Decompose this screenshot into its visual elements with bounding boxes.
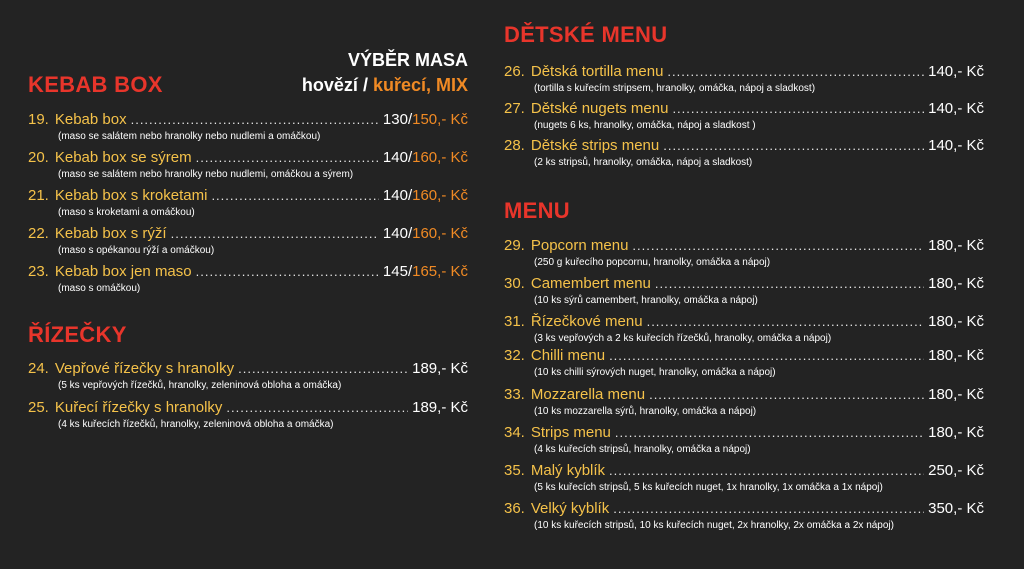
item-number: 21. [28, 187, 49, 204]
item-name: Dětská tortilla menu [530, 63, 664, 80]
dot-leader [667, 62, 924, 82]
menu-item [504, 385, 984, 419]
menu-item [504, 236, 984, 270]
item-description: (3 ks vepřových a 2 ks kuřecích řízečků, hranolky, omáčka a nápoj) [534, 333, 832, 344]
item-price-chicken: 160,- Kč [412, 187, 468, 204]
item-price-chicken: 160,- Kč [412, 149, 468, 166]
item-price: 180,- Kč [928, 347, 984, 364]
item-price: 140,- Kč [928, 137, 984, 154]
item-price-chicken: 150,- Kč [412, 111, 468, 128]
dot-leader [655, 274, 924, 294]
meat-option-chicken-mix: kuřecí, MIX [372, 75, 468, 95]
menu-item [504, 461, 984, 495]
menu-item [504, 312, 984, 346]
item-description: (maso s opékanou rýží a omáčkou) [58, 245, 215, 256]
item-description: (5 ks kuřecích stripsů, 5 ks kuřecích nuget, 1x hranolky, 1x omáčka a 1x nápoj) [534, 482, 883, 493]
item-description: (4 ks kuřecích řízečků, hranolky, zeleninová obloha a omáčka) [58, 419, 334, 430]
menu-item: 23. Kebab box jen maso ..... 145 / 165,- Kč (maso s omáčkou) [28, 262, 468, 296]
item-name: Kebab box jen maso [54, 263, 192, 280]
item-number: 28. [504, 137, 525, 154]
dot-leader [171, 224, 379, 244]
item-price-beef: 130 [382, 111, 408, 128]
right-column [504, 0, 984, 569]
left-column [28, 0, 468, 569]
item-description: (2 ks stripsů, hranolky, omáčka, nápoj a sladkost) [534, 157, 753, 168]
meat-option-slash: / [357, 75, 373, 95]
item-description: (10 ks chilli sýrových nuget, hranolky, omáčka a nápoj) [534, 367, 776, 378]
item-number: 27. [504, 100, 525, 117]
item-name: Chilli menu [530, 347, 606, 364]
item-description: (10 ks mozzarella sýrů, hranolky, omáčka a nápoj) [534, 406, 757, 417]
item-description: (maso s kroketami a omáčkou) [58, 207, 195, 218]
dot-leader [632, 236, 924, 256]
dot-leader [196, 148, 379, 168]
menu-item: 21. Kebab box s kroketami ..... 140 / 160,- Kč (maso s kroketami a omáčkou) [28, 186, 468, 220]
meat-choice-header [302, 48, 468, 98]
meat-choice-title: VÝBĚR MASA [347, 50, 468, 70]
item-name: Dětské nugets menu [530, 100, 669, 117]
item-price-beef: 140 [382, 149, 408, 166]
item-price: 180,- Kč [928, 237, 984, 254]
menu-item: 19. Kebab box ..... 130 / 150,- Kč (maso se salátem nebo hranolky nebo nudlemi a omáčkou) [28, 110, 468, 144]
item-number: 34. [504, 424, 525, 441]
dot-leader [613, 499, 924, 519]
item-price-beef: 140 [382, 225, 408, 242]
item-price: 250,- Kč [928, 462, 984, 479]
item-name: Kebab box [54, 111, 127, 128]
dot-leader [615, 423, 924, 443]
item-name: Kebab box s rýží [54, 225, 167, 242]
item-number: 33. [504, 386, 525, 403]
item-name: Malý kyblík [530, 462, 606, 479]
item-name: Kebab box s kroketami [54, 187, 208, 204]
item-price-beef: 140 [382, 187, 408, 204]
item-name: Camembert menu [530, 275, 651, 292]
item-price-chicken: 165,- Kč [412, 263, 468, 280]
item-description: (maso se salátem nebo hranolky nebo nudlemi, omáčkou a sýrem) [58, 169, 354, 180]
kids-menu-title: DĚTSKÉ MENU [504, 22, 668, 47]
menu-item [504, 499, 984, 533]
item-number: 22. [28, 225, 49, 242]
item-price: 140,- Kč [928, 100, 984, 117]
item-price: 180,- Kč [928, 424, 984, 441]
item-number: 26. [504, 63, 525, 80]
item-price: 140,- Kč [928, 63, 984, 80]
item-price: 350,- Kč [928, 500, 984, 517]
item-name: Mozzarella menu [530, 386, 646, 403]
item-number: 23. [28, 263, 49, 280]
menu-item [504, 62, 984, 96]
menu-item: 20. Kebab box se sýrem ..... 140 / 160,- Kč (maso se salátem nebo hranolky nebo nudlemi, omáčkou a sýrem) [28, 148, 468, 182]
kebab-box-title: KEBAB BOX [28, 72, 163, 97]
item-number: 19. [28, 111, 49, 128]
item-price: 180,- Kč [928, 386, 984, 403]
dot-leader [672, 99, 924, 119]
item-description: (5 ks vepřových řízečků, hranolky, zeleninová obloha a omáčka) [58, 380, 342, 391]
item-price-beef: 145 [382, 263, 408, 280]
item-description: (maso s omáčkou) [58, 283, 141, 294]
item-description: (tortilla s kuřecím stripsem, hranolky, omáčka, nápoj a sladkost) [534, 83, 816, 94]
item-price: 180,- Kč [928, 313, 984, 330]
menu-title: MENU [504, 198, 570, 223]
item-description: (250 g kuřecího popcornu, hranolky, omáčka a nápoj) [534, 257, 771, 268]
dot-leader [211, 186, 378, 206]
item-number: 25. [28, 399, 49, 416]
item-price: 189,- Kč [412, 360, 468, 377]
menu-item: 22. Kebab box s rýží ..... 140 / 160,- Kč (maso s opékanou rýží a omáčkou) [28, 224, 468, 258]
item-name: Velký kyblík [530, 500, 610, 517]
menu-item [28, 359, 468, 393]
item-name: Řízečkové menu [530, 313, 643, 330]
menu-item [504, 423, 984, 457]
item-description: (10 ks kuřecích stripsů, 10 ks kuřecích nuget, 2x hranolky, 2x omáčka a 2x nápoj) [534, 520, 894, 531]
item-price: 189,- Kč [412, 399, 468, 416]
menu-item [504, 274, 984, 308]
item-number: 20. [28, 149, 49, 166]
item-description: (4 ks kuřecích stripsů, hranolky, omáčka a nápoj) [534, 444, 751, 455]
menu-item [504, 346, 984, 380]
item-number: 36. [504, 500, 525, 517]
meat-choice-options [302, 73, 468, 98]
item-price-chicken: 160,- Kč [412, 225, 468, 242]
item-name: Kuřecí řízečky s hranolky [54, 399, 223, 416]
dot-leader [663, 136, 924, 156]
item-description: (maso se salátem nebo hranolky nebo nudlemi a omáčkou) [58, 131, 321, 142]
item-number: 32. [504, 347, 525, 364]
meat-option-beef: hovězí [301, 75, 358, 95]
dot-leader [609, 346, 924, 366]
dot-leader [226, 398, 408, 418]
menu-item [504, 99, 984, 133]
menu-item [28, 398, 468, 432]
menu-item [504, 136, 984, 170]
dot-leader [238, 359, 408, 379]
item-name: Vepřové řízečky s hranolky [54, 360, 235, 377]
item-name: Kebab box se sýrem [54, 149, 192, 166]
dot-leader [131, 110, 379, 130]
item-number: 29. [504, 237, 525, 254]
item-name: Dětské strips menu [530, 137, 660, 154]
item-description: (nugets 6 ks, hranolky, omáčka, nápoj a sladkost ) [534, 120, 756, 131]
item-description: (10 ks sýrů camembert, hranolky, omáčka a nápoj) [534, 295, 758, 306]
item-name: Strips menu [530, 424, 611, 441]
item-number: 31. [504, 313, 525, 330]
dot-leader [647, 312, 925, 332]
dot-leader [196, 262, 379, 282]
item-name: Popcorn menu [530, 237, 629, 254]
dot-leader [609, 461, 924, 481]
item-number: 35. [504, 462, 525, 479]
rizecky-title: ŘÍZEČKY [28, 322, 127, 347]
item-number: 30. [504, 275, 525, 292]
dot-leader [649, 385, 924, 405]
item-price: 180,- Kč [928, 275, 984, 292]
item-number: 24. [28, 360, 49, 377]
